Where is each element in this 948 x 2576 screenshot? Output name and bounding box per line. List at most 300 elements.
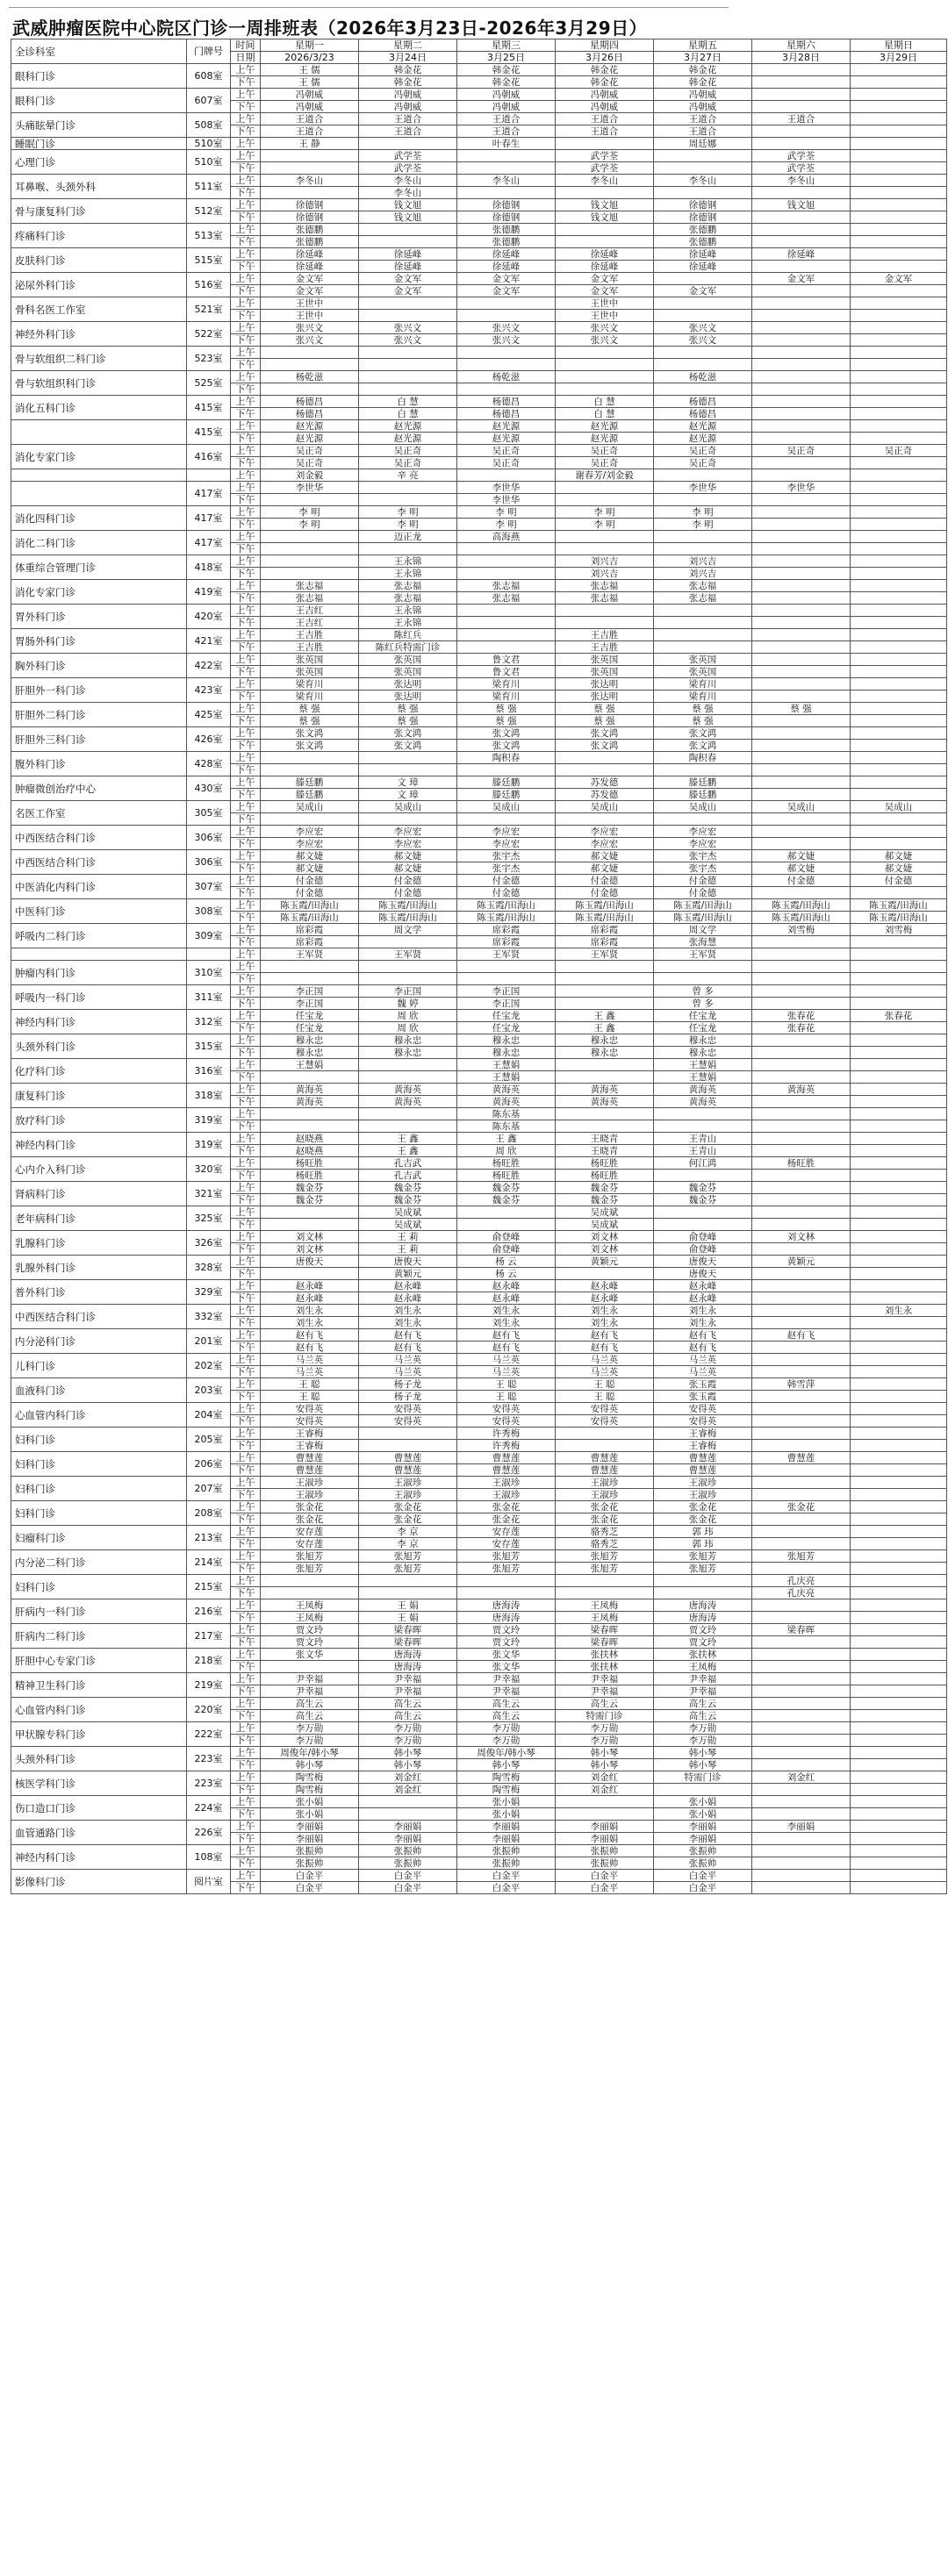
doctor-cell xyxy=(556,371,654,383)
room-cell: 223室 xyxy=(187,1747,231,1771)
doctor-cell xyxy=(556,813,654,826)
doctor-cell: 李丽娟 xyxy=(654,1821,752,1833)
doctor-cell xyxy=(752,1403,851,1415)
room-cell: 214室 xyxy=(187,1550,231,1575)
time-cell: 上午 xyxy=(231,1550,261,1563)
time-cell: 上午 xyxy=(231,1477,261,1489)
dept-cell: 甲状腺专科门诊 xyxy=(11,1722,187,1747)
doctor-cell: 徐德钢 xyxy=(457,211,556,224)
doctor-cell: 陈东基 xyxy=(457,1120,556,1133)
time-cell: 上午 xyxy=(231,89,261,101)
doctor-cell xyxy=(261,383,359,396)
doctor-cell: 黄海英 xyxy=(457,1084,556,1096)
doctor-cell: 王 莉 xyxy=(359,1243,457,1256)
doctor-cell xyxy=(851,666,947,678)
table-row xyxy=(11,1108,947,1120)
dept-cell: 耳鼻喉、头颈外科 xyxy=(11,175,187,199)
doctor-cell: 付金德 xyxy=(359,875,457,887)
doctor-cell: 钱文旭 xyxy=(359,211,457,224)
time-cell: 下午 xyxy=(231,359,261,371)
doctor-cell xyxy=(752,1034,851,1047)
doctor-cell: 张旭芳 xyxy=(359,1563,457,1575)
dept-cell: 消化专家门诊 xyxy=(11,445,187,469)
doctor-cell: 刘生永 xyxy=(851,1305,947,1317)
doctor-cell: 王凤梅 xyxy=(556,1612,654,1624)
doctor-cell: 曹慧莲 xyxy=(556,1452,654,1464)
doctor-cell: 王道合 xyxy=(261,113,359,125)
doctor-cell: 白金平 xyxy=(457,1882,556,1894)
room-cell: 508室 xyxy=(187,113,231,138)
doctor-cell xyxy=(752,641,851,654)
doctor-cell: 张兴文 xyxy=(457,322,556,334)
doctor-cell xyxy=(851,789,947,801)
schedule-body xyxy=(11,39,947,1894)
doctor-cell: 王睿梅 xyxy=(654,1440,752,1452)
table-row xyxy=(11,1378,947,1391)
doctor-cell xyxy=(851,457,947,469)
time-cell: 下午 xyxy=(231,1882,261,1894)
dept-cell: 神经外科门诊 xyxy=(11,322,187,347)
doctor-cell: 李丽娟 xyxy=(752,1821,851,1833)
table-row xyxy=(11,1280,947,1292)
doctor-cell: 白金平 xyxy=(261,1870,359,1882)
time-cell: 下午 xyxy=(231,76,261,89)
doctor-cell: 张英国 xyxy=(261,654,359,666)
doctor-cell: 贾文玲 xyxy=(654,1624,752,1636)
header-sun: 星期日 xyxy=(851,39,947,52)
doctor-cell: 张金花 xyxy=(556,1513,654,1526)
doctor-cell: 黄海英 xyxy=(556,1096,654,1108)
doctor-cell xyxy=(359,494,457,506)
doctor-cell: 周文学 xyxy=(654,924,752,936)
doctor-cell xyxy=(457,641,556,654)
time-cell: 上午 xyxy=(231,727,261,740)
doctor-cell: 张旭芳 xyxy=(261,1550,359,1563)
doctor-cell: 李 京 xyxy=(359,1526,457,1538)
doctor-cell: 张英国 xyxy=(556,654,654,666)
time-cell: 上午 xyxy=(231,1133,261,1145)
doctor-cell xyxy=(752,1685,851,1698)
time-cell: 下午 xyxy=(231,1440,261,1452)
doctor-cell xyxy=(851,1857,947,1870)
doctor-cell: 付金德 xyxy=(752,875,851,887)
doctor-cell: 杨德昌 xyxy=(654,408,752,420)
doctor-cell: 张玉霞 xyxy=(654,1378,752,1391)
time-cell: 上午 xyxy=(231,629,261,641)
doctor-cell: 尹幸福 xyxy=(359,1685,457,1698)
doctor-cell: 张宇杰 xyxy=(457,862,556,875)
doctor-cell: 王慧娟 xyxy=(457,1071,556,1084)
doctor-cell xyxy=(851,506,947,519)
doctor-cell: 李应宏 xyxy=(359,826,457,838)
doctor-cell: 付金德 xyxy=(261,875,359,887)
doctor-cell: 张德鹏 xyxy=(457,236,556,248)
doctor-cell: 黄颖元 xyxy=(359,1268,457,1280)
doctor-cell: 任宝龙 xyxy=(654,1010,752,1022)
doctor-cell: 陈东基 xyxy=(457,1108,556,1120)
doctor-cell xyxy=(359,310,457,322)
doctor-cell: 王军贤 xyxy=(556,948,654,961)
doctor-cell: 付金德 xyxy=(457,875,556,887)
doctor-cell xyxy=(851,973,947,985)
doctor-cell xyxy=(851,113,947,125)
time-cell: 下午 xyxy=(231,641,261,654)
doctor-cell: 王慧娟 xyxy=(457,1059,556,1071)
doctor-cell: 冯朝威 xyxy=(261,101,359,113)
doctor-cell xyxy=(752,1391,851,1403)
doctor-cell xyxy=(851,1513,947,1526)
dept-cell: 心理门诊 xyxy=(11,150,187,175)
doctor-cell xyxy=(359,224,457,236)
time-cell: 上午 xyxy=(231,1378,261,1391)
doctor-cell xyxy=(851,1452,947,1464)
doctor-cell: 高生云 xyxy=(359,1698,457,1710)
doctor-cell xyxy=(851,334,947,347)
doctor-cell: 陈玉霞/田海山 xyxy=(851,912,947,924)
doctor-cell xyxy=(359,138,457,150)
doctor-cell: 魏金芬 xyxy=(261,1194,359,1206)
time-cell: 上午 xyxy=(231,1329,261,1342)
doctor-cell xyxy=(851,310,947,322)
doctor-cell: 蔡 强 xyxy=(752,703,851,715)
time-cell: 上午 xyxy=(231,580,261,592)
doctor-cell: 陈玉霞/田海山 xyxy=(654,899,752,912)
room-cell: 307室 xyxy=(187,875,231,899)
doctor-cell: 张德鹏 xyxy=(654,224,752,236)
doctor-cell: 王慧娟 xyxy=(654,1059,752,1071)
doctor-cell: 金文军 xyxy=(851,273,947,285)
doctor-cell xyxy=(851,482,947,494)
doctor-cell xyxy=(359,961,457,973)
doctor-cell: 张扶林 xyxy=(654,1649,752,1661)
doctor-cell: 吴正奇 xyxy=(359,445,457,457)
doctor-cell xyxy=(752,1428,851,1440)
doctor-cell xyxy=(654,1206,752,1219)
header-date-wed: 3月25日 xyxy=(457,52,556,64)
room-cell: 522室 xyxy=(187,322,231,347)
dept-cell: 妇科门诊 xyxy=(11,1428,187,1452)
table-row xyxy=(11,1698,947,1710)
room-cell: 316室 xyxy=(187,1059,231,1084)
doctor-cell: 李丽娟 xyxy=(359,1833,457,1845)
doctor-cell: 金文军 xyxy=(457,285,556,297)
doctor-cell: 滕廷鹏 xyxy=(457,776,556,789)
time-cell: 上午 xyxy=(231,678,261,691)
time-cell: 下午 xyxy=(231,334,261,347)
doctor-cell: 尹幸福 xyxy=(457,1673,556,1685)
doctor-cell xyxy=(752,998,851,1010)
doctor-cell: 王军贤 xyxy=(457,948,556,961)
doctor-cell xyxy=(851,494,947,506)
time-cell: 下午 xyxy=(231,1342,261,1354)
doctor-cell: 吴正奇 xyxy=(359,457,457,469)
doctor-cell: 李冬山 xyxy=(752,175,851,187)
doctor-cell: 王淑珍 xyxy=(359,1489,457,1501)
doctor-cell: 张英国 xyxy=(359,654,457,666)
doctor-cell: 张兴文 xyxy=(654,322,752,334)
time-cell: 上午 xyxy=(231,1452,261,1464)
doctor-cell: 张志福 xyxy=(556,592,654,605)
doctor-cell xyxy=(851,1821,947,1833)
doctor-cell: 安得英 xyxy=(261,1403,359,1415)
doctor-cell xyxy=(851,383,947,396)
doctor-cell: 李万勋 xyxy=(654,1722,752,1735)
time-cell: 下午 xyxy=(231,1366,261,1378)
doctor-cell: 俞登峰 xyxy=(654,1231,752,1243)
dept-cell: 妇科门诊 xyxy=(11,1477,187,1501)
dept-cell: 心血管内科门诊 xyxy=(11,1403,187,1428)
doctor-cell: 张英国 xyxy=(654,654,752,666)
doctor-cell xyxy=(752,617,851,629)
doctor-cell xyxy=(752,371,851,383)
doctor-cell: 蔡 强 xyxy=(261,703,359,715)
doctor-cell xyxy=(851,1120,947,1133)
doctor-cell xyxy=(752,408,851,420)
doctor-cell: 武学荃 xyxy=(556,162,654,175)
doctor-cell xyxy=(654,961,752,973)
doctor-cell xyxy=(752,1882,851,1894)
doctor-cell xyxy=(752,543,851,555)
doctor-cell: 王 娟 xyxy=(359,1599,457,1612)
doctor-cell: 贾文玲 xyxy=(457,1624,556,1636)
doctor-cell: 张德鹏 xyxy=(261,224,359,236)
doctor-cell: 张振帅 xyxy=(457,1845,556,1857)
time-cell: 上午 xyxy=(231,1649,261,1661)
doctor-cell xyxy=(851,555,947,568)
doctor-cell: 钱文旭 xyxy=(556,199,654,211)
doctor-cell: 杨德昌 xyxy=(457,396,556,408)
doctor-cell: 陈玉霞/田海山 xyxy=(457,899,556,912)
doctor-cell: 安得英 xyxy=(359,1403,457,1415)
doctor-cell xyxy=(752,826,851,838)
doctor-cell xyxy=(752,1464,851,1477)
table-row xyxy=(11,985,947,998)
doctor-cell: 穆永忠 xyxy=(556,1047,654,1059)
doctor-cell xyxy=(752,1145,851,1157)
doctor-cell: 吴正奇 xyxy=(261,445,359,457)
time-cell: 下午 xyxy=(231,1759,261,1771)
header-sat: 星期六 xyxy=(752,39,851,52)
doctor-cell: 赵光源 xyxy=(261,420,359,433)
doctor-cell: 曹慧莲 xyxy=(457,1464,556,1477)
time-cell: 下午 xyxy=(231,261,261,273)
doctor-cell: 吴成山 xyxy=(654,801,752,813)
time-cell: 下午 xyxy=(231,617,261,629)
doctor-cell xyxy=(261,555,359,568)
doctor-cell xyxy=(851,740,947,752)
time-cell: 下午 xyxy=(231,1120,261,1133)
dept-cell: 妇科门诊 xyxy=(11,1452,187,1477)
doctor-cell: 陈玉霞/田海山 xyxy=(556,912,654,924)
doctor-cell: 唐海涛 xyxy=(654,1599,752,1612)
doctor-cell: 席彩霞 xyxy=(556,936,654,948)
doctor-cell xyxy=(851,1206,947,1219)
doctor-cell xyxy=(457,961,556,973)
dept-cell: 名医工作室 xyxy=(11,801,187,826)
doctor-cell: 梁育川 xyxy=(654,678,752,691)
doctor-cell xyxy=(556,482,654,494)
doctor-cell: 黄颖元 xyxy=(752,1256,851,1268)
doctor-cell: 郝文婕 xyxy=(556,862,654,875)
doctor-cell xyxy=(261,347,359,359)
doctor-cell xyxy=(752,1170,851,1182)
doctor-cell xyxy=(752,76,851,89)
doctor-cell xyxy=(851,752,947,764)
doctor-cell xyxy=(851,1575,947,1587)
doctor-cell xyxy=(556,1428,654,1440)
doctor-cell xyxy=(654,150,752,162)
doctor-cell xyxy=(851,199,947,211)
table-row xyxy=(11,224,947,236)
doctor-cell: 黄海英 xyxy=(261,1096,359,1108)
doctor-cell xyxy=(851,998,947,1010)
time-cell: 上午 xyxy=(231,1599,261,1612)
doctor-cell: 刘兴吉 xyxy=(556,555,654,568)
doctor-cell xyxy=(752,1133,851,1145)
doctor-cell xyxy=(851,187,947,199)
room-cell: 329室 xyxy=(187,1280,231,1305)
doctor-cell: 王永锦 xyxy=(359,555,457,568)
doctor-cell: 付金德 xyxy=(556,875,654,887)
dept-cell: 消化五科门诊 xyxy=(11,396,187,420)
doctor-cell: 张英国 xyxy=(654,666,752,678)
doctor-cell xyxy=(752,101,851,113)
doctor-cell xyxy=(752,1096,851,1108)
doctor-cell: 张扶林 xyxy=(556,1661,654,1673)
doctor-cell: 魏金芬 xyxy=(654,1194,752,1206)
doctor-cell: 安得英 xyxy=(556,1403,654,1415)
time-cell: 上午 xyxy=(231,482,261,494)
doctor-cell: 王 鑫 xyxy=(457,1133,556,1145)
room-cell: 415室 xyxy=(187,396,231,420)
doctor-cell: 蔡 强 xyxy=(457,715,556,727)
doctor-cell: 张文鸿 xyxy=(654,727,752,740)
doctor-cell xyxy=(556,236,654,248)
doctor-cell xyxy=(457,605,556,617)
doctor-cell: 穆永忠 xyxy=(261,1047,359,1059)
room-cell: 332室 xyxy=(187,1305,231,1329)
doctor-cell xyxy=(359,1575,457,1587)
time-cell: 下午 xyxy=(231,1833,261,1845)
doctor-cell: 尹幸福 xyxy=(654,1685,752,1698)
doctor-cell xyxy=(752,1071,851,1084)
doctor-cell xyxy=(261,1587,359,1599)
doctor-cell: 张金花 xyxy=(654,1501,752,1513)
doctor-cell: 吴正奇 xyxy=(752,445,851,457)
time-cell: 上午 xyxy=(231,297,261,310)
room-cell: 512室 xyxy=(187,199,231,224)
doctor-cell: 李丽娟 xyxy=(261,1821,359,1833)
doctor-cell: 张兴文 xyxy=(654,334,752,347)
doctor-cell: 马兰英 xyxy=(556,1366,654,1378)
table-row xyxy=(11,1771,947,1784)
time-cell: 上午 xyxy=(231,396,261,408)
doctor-cell xyxy=(851,371,947,383)
doctor-cell: 穆永忠 xyxy=(457,1034,556,1047)
doctor-cell xyxy=(556,1808,654,1821)
doctor-cell xyxy=(851,236,947,248)
time-cell: 下午 xyxy=(231,408,261,420)
doctor-cell: 张德鹏 xyxy=(457,224,556,236)
doctor-cell: 钱文旭 xyxy=(752,199,851,211)
time-cell: 上午 xyxy=(231,445,261,457)
room-cell: 202室 xyxy=(187,1354,231,1378)
time-cell: 上午 xyxy=(231,703,261,715)
doctor-cell: 安得英 xyxy=(654,1415,752,1428)
doctor-cell: 曹慧莲 xyxy=(359,1452,457,1464)
doctor-cell: 曹慧莲 xyxy=(654,1464,752,1477)
time-cell: 上午 xyxy=(231,1305,261,1317)
doctor-cell: 付金德 xyxy=(556,887,654,899)
doctor-cell: 赵有飞 xyxy=(752,1329,851,1342)
doctor-cell: 张文鸿 xyxy=(654,740,752,752)
doctor-cell xyxy=(851,531,947,543)
doctor-cell: 张兴文 xyxy=(261,334,359,347)
doctor-cell: 周 欣 xyxy=(359,1010,457,1022)
table-row xyxy=(11,605,947,617)
doctor-cell xyxy=(359,347,457,359)
doctor-cell xyxy=(457,555,556,568)
time-cell: 上午 xyxy=(231,1845,261,1857)
doctor-cell: 韩金花 xyxy=(654,64,752,76)
room-cell: 525室 xyxy=(187,371,231,396)
doctor-cell xyxy=(752,1759,851,1771)
doctor-cell xyxy=(851,592,947,605)
room-cell: 309室 xyxy=(187,924,231,948)
room-cell: 523室 xyxy=(187,347,231,371)
doctor-cell xyxy=(261,568,359,580)
table-row xyxy=(11,1010,947,1022)
doctor-cell xyxy=(752,211,851,224)
doctor-cell xyxy=(851,1108,947,1120)
doctor-cell xyxy=(851,678,947,691)
time-cell: 下午 xyxy=(231,1636,261,1649)
doctor-cell xyxy=(851,1391,947,1403)
doctor-cell: 韩小琴 xyxy=(654,1759,752,1771)
doctor-cell: 杨旺胜 xyxy=(261,1157,359,1170)
doctor-cell: 尹幸福 xyxy=(261,1685,359,1698)
doctor-cell: 吴成斌 xyxy=(359,1206,457,1219)
doctor-cell: 吴正奇 xyxy=(457,445,556,457)
doctor-cell xyxy=(851,408,947,420)
doctor-cell: 杨旺胜 xyxy=(261,1170,359,1182)
room-cell: 321室 xyxy=(187,1182,231,1206)
doctor-cell xyxy=(654,605,752,617)
doctor-cell: 杨旺胜 xyxy=(457,1170,556,1182)
table-row xyxy=(11,850,947,862)
room-cell: 306室 xyxy=(187,826,231,850)
doctor-cell: 席彩霞 xyxy=(457,924,556,936)
doctor-cell xyxy=(752,285,851,297)
doctor-cell: 陶雪梅 xyxy=(457,1771,556,1784)
doctor-cell: 席彩霞 xyxy=(457,936,556,948)
doctor-cell xyxy=(851,125,947,138)
doctor-cell: 冯朝威 xyxy=(654,89,752,101)
doctor-cell: 李丽娟 xyxy=(457,1833,556,1845)
doctor-cell: 李 明 xyxy=(261,519,359,531)
doctor-cell: 吴成山 xyxy=(359,801,457,813)
doctor-cell: 郝文婕 xyxy=(851,862,947,875)
dept-cell: 消化二科门诊 xyxy=(11,531,187,555)
doctor-cell xyxy=(654,347,752,359)
doctor-cell: 杨德昌 xyxy=(457,408,556,420)
doctor-cell: 陈玉霞/田海山 xyxy=(457,912,556,924)
doctor-cell: 吴成山 xyxy=(261,801,359,813)
doctor-cell: 叶春生 xyxy=(457,138,556,150)
time-cell: 下午 xyxy=(231,936,261,948)
doctor-cell: 徐德钢 xyxy=(654,211,752,224)
doctor-cell xyxy=(752,752,851,764)
